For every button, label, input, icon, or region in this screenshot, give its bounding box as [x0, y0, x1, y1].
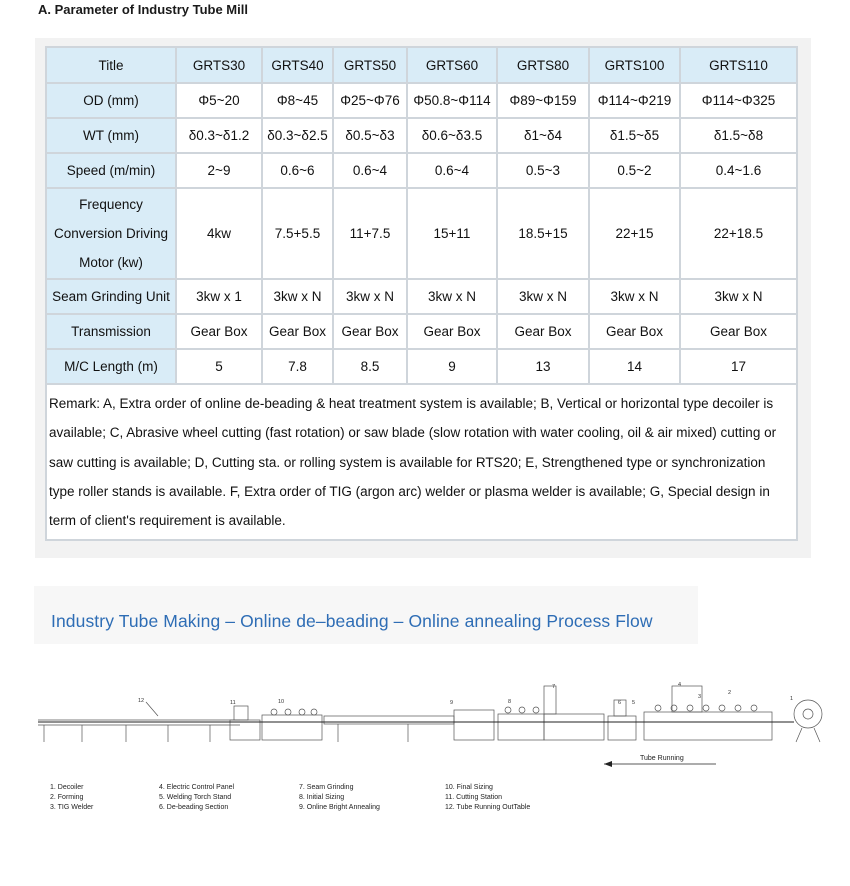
- legend-item: 4. Electric Control Panel: [159, 784, 235, 791]
- roller: [285, 709, 291, 715]
- roller: [311, 709, 317, 715]
- decoiler-reel: [794, 700, 822, 728]
- table-cell: 3kw x N: [407, 279, 497, 314]
- table-cell: Φ114~Φ325: [680, 83, 797, 118]
- table-cell: Gear Box: [407, 314, 497, 349]
- roller: [299, 709, 305, 715]
- roller: [271, 709, 277, 715]
- legend-column: [299, 783, 380, 813]
- row-label: Seam Grinding Unit: [46, 279, 176, 314]
- table-cell: 15+11: [407, 188, 497, 279]
- debeading-section: [608, 716, 636, 740]
- callout-label: 12: [138, 698, 145, 704]
- cutting-station-head: [234, 706, 248, 720]
- roller: [751, 705, 757, 711]
- table-cell: 18.5+15: [497, 188, 589, 279]
- legend-column: [159, 783, 234, 813]
- table-row-wt: [46, 118, 797, 153]
- remark-line: term of client's requirement is available.: [49, 513, 286, 529]
- table-cell: 7.5+5.5: [262, 188, 333, 279]
- row-label-line: Motor (kw): [79, 255, 143, 270]
- table-cell: 22+18.5: [680, 188, 797, 279]
- table-cell: Gear Box: [680, 314, 797, 349]
- annealing-unit: [454, 710, 494, 740]
- table-cell: 3kw x N: [333, 279, 407, 314]
- roller: [533, 707, 539, 713]
- roller: [735, 705, 741, 711]
- final-sizing-body: [262, 715, 322, 740]
- legend-item: 10. Final Sizing: [445, 784, 493, 791]
- table-cell: Gear Box: [262, 314, 333, 349]
- table-cell: Φ5~20: [176, 83, 262, 118]
- callout-label: 10: [278, 699, 285, 705]
- table-row-motor: [46, 188, 797, 279]
- callout-label: 6: [618, 700, 622, 706]
- callout-label: 2: [728, 690, 732, 696]
- table-cell: Gear Box: [589, 314, 680, 349]
- table-cell: 3kw x N: [262, 279, 333, 314]
- table-cell: Gear Box: [497, 314, 589, 349]
- legend-item: 1. Decoiler: [50, 784, 84, 791]
- table-cell: δ1.5~δ5: [589, 118, 680, 153]
- section-title: A. Parameter of Industry Tube Mill: [38, 2, 248, 17]
- cutting-station-body: [230, 720, 260, 740]
- table-row-length: [46, 349, 797, 384]
- roller: [655, 705, 661, 711]
- table-cell: δ0.6~δ3.5: [407, 118, 497, 153]
- table-cell: 2~9: [176, 153, 262, 188]
- table-cell: 3kw x 1: [176, 279, 262, 314]
- table-cell: δ0.3~δ2.5: [262, 118, 333, 153]
- remark-cell: [46, 384, 797, 540]
- table-cell: 14: [589, 349, 680, 384]
- callout-label: 1: [790, 696, 794, 702]
- legend-item: 11. Cutting Station: [445, 794, 503, 801]
- process-flow-title: Industry Tube Making – Online de–beading – Online annealing Process Flow: [51, 611, 653, 631]
- header-cell: GRTS100: [589, 47, 680, 83]
- roller: [719, 705, 725, 711]
- table-cell: 0.5~2: [589, 153, 680, 188]
- header-cell: GRTS30: [176, 47, 262, 83]
- table-cell: 8.5: [333, 349, 407, 384]
- table-cell: 0.6~4: [407, 153, 497, 188]
- legend-item: 2. Forming: [50, 794, 84, 801]
- table-cell: Φ114~Φ219: [589, 83, 680, 118]
- table-cell: 11+7.5: [333, 188, 407, 279]
- callout-label: 8: [508, 699, 512, 705]
- roller: [703, 705, 709, 711]
- header-cell: GRTS60: [407, 47, 497, 83]
- callout-label: 4: [678, 682, 682, 688]
- table-row-grinding: [46, 279, 797, 314]
- header-cell: GRTS80: [497, 47, 589, 83]
- legend-item: 6. De-beading Section: [159, 804, 229, 811]
- table-cell: Gear Box: [333, 314, 407, 349]
- roller: [687, 705, 693, 711]
- row-label-line: Frequency: [79, 197, 143, 212]
- parameter-table-panel: [35, 38, 811, 558]
- row-label-multiline: [46, 188, 176, 279]
- header-cell: Title: [46, 47, 176, 83]
- process-flow-diagram: [8, 680, 850, 825]
- table-cell: 7.8: [262, 349, 333, 384]
- legend-item: 5. Welding Torch Stand: [159, 794, 232, 801]
- table-cell: 9: [407, 349, 497, 384]
- table-cell: 3kw x N: [680, 279, 797, 314]
- callout-label: 11: [230, 700, 236, 706]
- decoiler-leg: [814, 728, 820, 742]
- row-label-line: Conversion Driving: [53, 226, 169, 241]
- table-cell: Φ25~Φ76: [333, 83, 407, 118]
- header-cell: GRTS110: [680, 47, 797, 83]
- annealing-tube: [324, 716, 454, 724]
- legend-item: 7. Seam Grinding: [299, 784, 354, 791]
- seam-grinding-body: [544, 714, 604, 740]
- remark-line: saw cutting is available; D, Cutting sta. or rolling system is available for RTS20; E, Strengthened type or synchronization: [49, 454, 766, 470]
- legend-item: 9. Online Bright Annealing: [299, 804, 380, 811]
- legend-item: 8. Initial Sizing: [299, 794, 345, 801]
- table-cell: 5: [176, 349, 262, 384]
- table-cell: 4kw: [176, 188, 262, 279]
- row-label: WT (mm): [46, 118, 176, 153]
- table-row-transmission: [46, 314, 797, 349]
- forming-section: [644, 712, 772, 740]
- table-cell: δ0.3~δ1.2: [176, 118, 262, 153]
- table-cell: 0.5~3: [497, 153, 589, 188]
- table-cell: Φ8~45: [262, 83, 333, 118]
- callout-label: 9: [450, 700, 454, 706]
- header-cell: GRTS40: [262, 47, 333, 83]
- arrow-head: [604, 761, 612, 767]
- table-row-od: [46, 83, 797, 118]
- table-cell: 0.6~4: [333, 153, 407, 188]
- table-cell: δ0.5~δ3: [333, 118, 407, 153]
- callout-label: 5: [632, 700, 636, 706]
- table-cell: 0.4~1.6: [680, 153, 797, 188]
- callout-label: 3: [698, 694, 702, 700]
- parameter-table: [45, 46, 798, 541]
- legend-item: 3. TIG Welder: [50, 804, 94, 811]
- decoiler-leg: [796, 728, 802, 742]
- row-label: M/C Length (m): [46, 349, 176, 384]
- table-row-speed: [46, 153, 797, 188]
- seam-grinding-column: [544, 686, 556, 714]
- decoiler-hub: [803, 709, 813, 719]
- tube-running-label: Tube Running: [640, 755, 684, 762]
- initial-sizing-body: [498, 714, 544, 740]
- legend-column: [445, 783, 530, 813]
- row-label: Transmission: [46, 314, 176, 349]
- table-cell: 22+15: [589, 188, 680, 279]
- row-label: OD (mm): [46, 83, 176, 118]
- callout-leader: [146, 702, 158, 716]
- table-cell: 3kw x N: [589, 279, 680, 314]
- row-label: Speed (m/min): [46, 153, 176, 188]
- table-cell: 3kw x N: [497, 279, 589, 314]
- callout-label: 7: [552, 684, 556, 690]
- table-cell: 13: [497, 349, 589, 384]
- table-row-remark: [46, 384, 797, 540]
- table-cell: Φ50.8~Φ114: [407, 83, 497, 118]
- legend-item: 12. Tube Running OutTable: [445, 804, 531, 811]
- table-cell: δ1.5~δ8: [680, 118, 797, 153]
- table-cell: 17: [680, 349, 797, 384]
- table-cell: 0.6~6: [262, 153, 333, 188]
- header-cell: GRTS50: [333, 47, 407, 83]
- remark-line: Remark: A, Extra order of online de-beading & heat treatment system is available; B, Vertical or horizontal type decoiler is: [49, 396, 774, 411]
- table-cell: Gear Box: [176, 314, 262, 349]
- remark-line: available; C, Abrasive wheel cutting (fast rotation) or saw blade (slow rotation with water cooling, oil & air mixed) cutting or: [49, 425, 777, 441]
- roller: [519, 707, 525, 713]
- roller: [505, 707, 511, 713]
- legend-column: [50, 783, 93, 813]
- table-cell: Φ89~Φ159: [497, 83, 589, 118]
- table-cell: δ1~δ4: [497, 118, 589, 153]
- remark-line: type roller stands is available. F, Extra order of TIG (argon arc) welder or plasma welder is available; G, Special design in: [49, 483, 770, 499]
- table-header-row: [46, 47, 797, 83]
